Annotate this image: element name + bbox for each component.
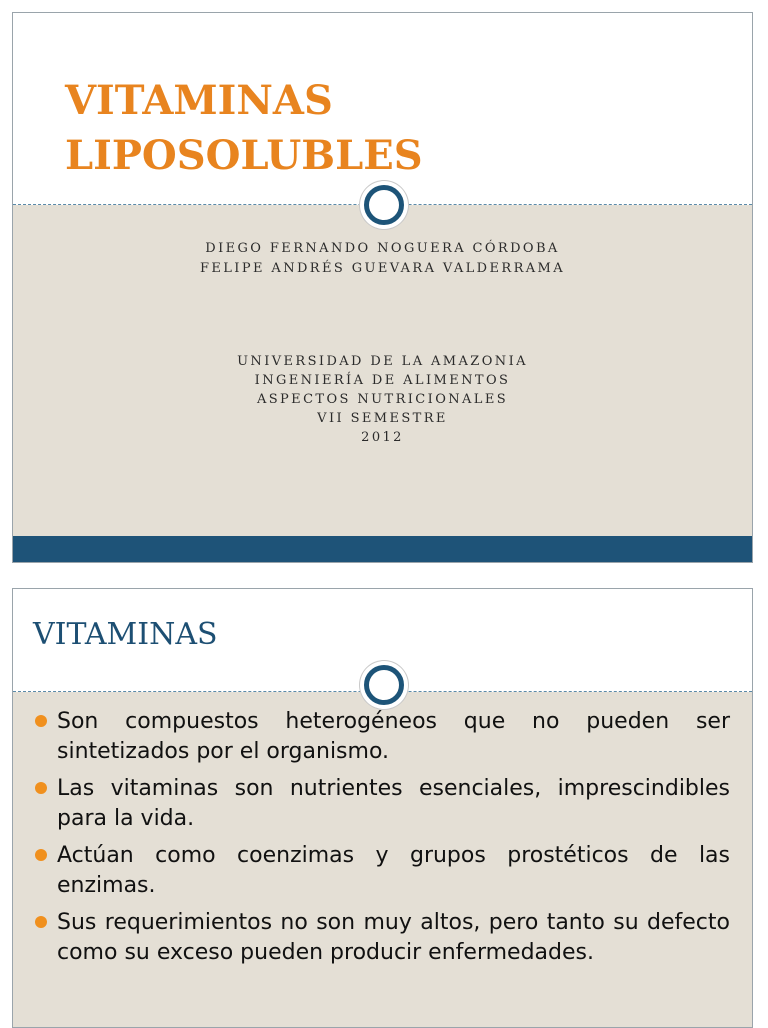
bullet-text: Las vitaminas son nutrientes esenciales, imprescindibles para la vida.: [57, 776, 730, 831]
footer-bar: [13, 536, 752, 562]
bullet-text: Actúan como coenzimas y grupos prostéticos de las enzimas.: [57, 843, 730, 898]
institution-line-2: INGENIERÍA DE ALIMENTOS: [254, 373, 511, 388]
institution-line-3: ASPECTOS NUTRICIONALES: [256, 392, 509, 407]
bullet-text: Sus requerimientos no son muy altos, pero tanto su defecto como su exceso pueden producir enfermedades.: [57, 910, 730, 965]
institution-block: [13, 352, 752, 447]
list-item: [33, 841, 730, 901]
content-slide: [12, 588, 753, 1028]
slide-title: VITAMINAS: [33, 617, 218, 652]
bullet-icon: [35, 715, 47, 727]
title-line-1: VITAMINAS: [65, 77, 333, 124]
bullet-icon: [35, 916, 47, 928]
bullet-icon: [35, 849, 47, 861]
bullet-icon: [35, 782, 47, 794]
authors-block: [13, 239, 752, 279]
author-1: DIEGO FERNANDO NOGUERA CÓRDOBA: [205, 241, 560, 256]
author-2: FELIPE ANDRÉS GUEVARA VALDERRAMA: [199, 261, 566, 276]
title-line-2: LIPOSOLUBLES: [65, 132, 423, 179]
institution-line-4: VII SEMESTRE: [317, 411, 448, 426]
slide-title: [65, 73, 423, 183]
list-item: [33, 908, 730, 968]
ring-ornament-icon: [364, 665, 404, 705]
ring-ornament-icon: [364, 185, 404, 225]
institution-line-1: UNIVERSIDAD DE LA AMAZONIA: [237, 354, 528, 369]
bullet-text: Son compuestos heterogéneos que no pueden ser sintetizados por el organismo.: [57, 709, 730, 764]
title-slide: [12, 12, 753, 563]
institution-line-5: 2012: [361, 430, 404, 445]
list-item: [33, 707, 730, 767]
list-item: [33, 774, 730, 834]
bullet-list: [33, 707, 730, 975]
